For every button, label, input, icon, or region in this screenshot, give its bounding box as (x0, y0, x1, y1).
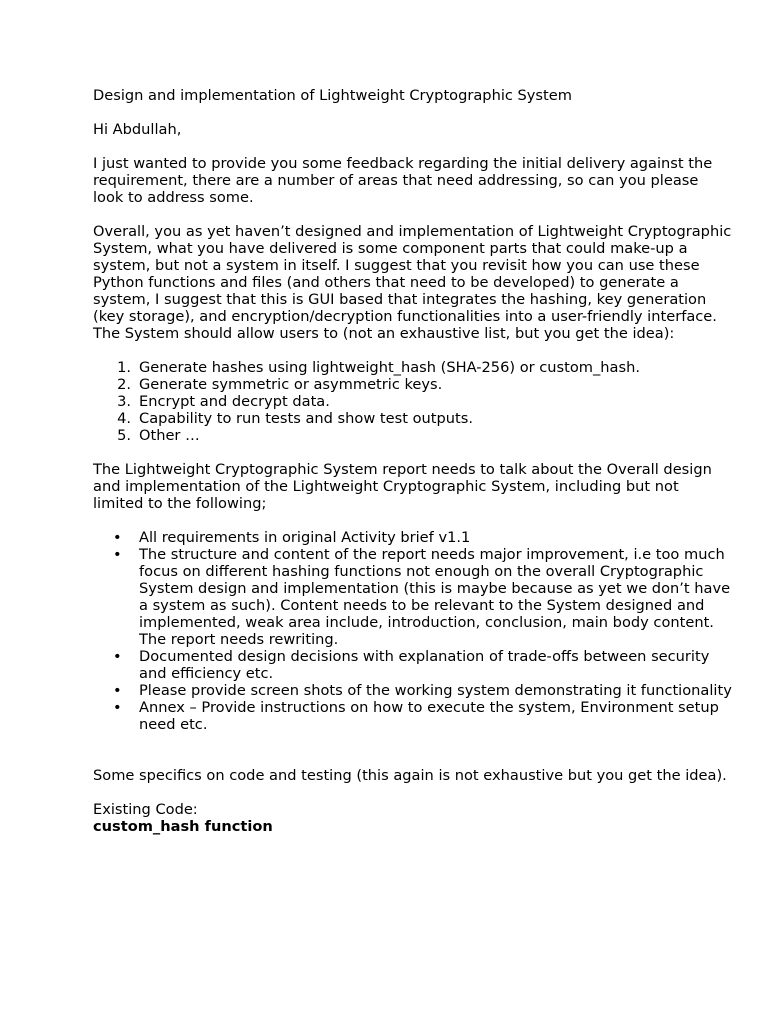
bullet-list-item (93, 529, 733, 546)
bullet-icon: • (113, 682, 122, 699)
paragraph-overall: Overall, you as yet haven’t designed and implementation of Lightweight Cryptographic System, what you have delivered is some component parts that could make-up a system, but not a system in itself. I suggest that you revisit how you can use these Python functions and files (and others that need to be developed) to generate a system, I suggest that this is GUI based that integrates the hashing, key generation (key storage), and encryption/decryption functionalities into a user-friendly interface. The System should allow users to (not an exhaustive list, but you get the idea): (93, 223, 732, 342)
list-number: 1. (117, 359, 131, 376)
numbered-list-item (93, 393, 733, 410)
list-item-text: Generate hashes using lightweight_hash (SHA-256) or custom_hash. (139, 359, 640, 376)
list-item-text: Please provide screen shots of the working system demonstrating it functionality (139, 682, 732, 699)
numbered-list-item (93, 376, 733, 393)
numbered-list-item (93, 427, 733, 444)
paragraph-feedback-intro: I just wanted to provide you some feedback regarding the initial delivery against the requirement, there are a number of areas that need addressing, so can you please look to address some. (93, 155, 713, 206)
bullet-list-item (93, 648, 733, 682)
list-number: 3. (117, 393, 131, 410)
list-item-text: Documented design decisions with explanation of trade-offs between security and efficiency etc. (139, 648, 710, 682)
document-page (93, 87, 733, 835)
paragraph-report-requirements: The Lightweight Cryptographic System report needs to talk about the Overall design and implementation of the Lightweight Cryptographic System, including but not limited to the following; (93, 461, 712, 512)
greeting: Hi Abdullah, (93, 121, 182, 138)
list-item-text: Capability to run tests and show test outputs. (139, 410, 473, 427)
list-item-text: The structure and content of the report needs major improvement, i.e too much focus on different hashing functions not enough on the overall Cryptographic System design and implementation (this is maybe because as yet we don’t have a system as such). Content needs to be relevant to the System designed and implemented, weak area include, introduction, conclusion, main body content. The report needs rewriting. (139, 546, 731, 648)
list-number: 5. (117, 427, 131, 444)
numbered-list (93, 359, 733, 444)
bullet-list (93, 529, 733, 733)
numbered-list-item (93, 359, 733, 376)
bullet-list-item (93, 546, 733, 648)
list-item-text: Annex – Provide instructions on how to execute the system, Environment setup need etc. (139, 699, 719, 733)
bullet-list-item (93, 699, 733, 733)
document-title: Design and implementation of Lightweight Cryptographic System (93, 87, 572, 104)
list-number: 2. (117, 376, 131, 393)
bullet-icon: • (113, 546, 122, 563)
list-item-text: Encrypt and decrypt data. (139, 393, 330, 410)
list-number: 4. (117, 410, 131, 427)
bullet-icon: • (113, 699, 122, 716)
list-item-text: All requirements in original Activity brief v1.1 (139, 529, 471, 546)
bullet-icon: • (113, 529, 122, 546)
custom-hash-heading: custom_hash function (93, 818, 273, 835)
bullet-icon: • (113, 648, 122, 665)
existing-code-label: Existing Code: (93, 801, 198, 818)
paragraph-code-testing: Some specifics on code and testing (this again is not exhaustive but you get the idea). (93, 767, 727, 784)
list-item-text: Other … (139, 427, 200, 444)
list-item-text: Generate symmetric or asymmetric keys. (139, 376, 443, 393)
bullet-list-item (93, 682, 733, 699)
numbered-list-item (93, 410, 733, 427)
